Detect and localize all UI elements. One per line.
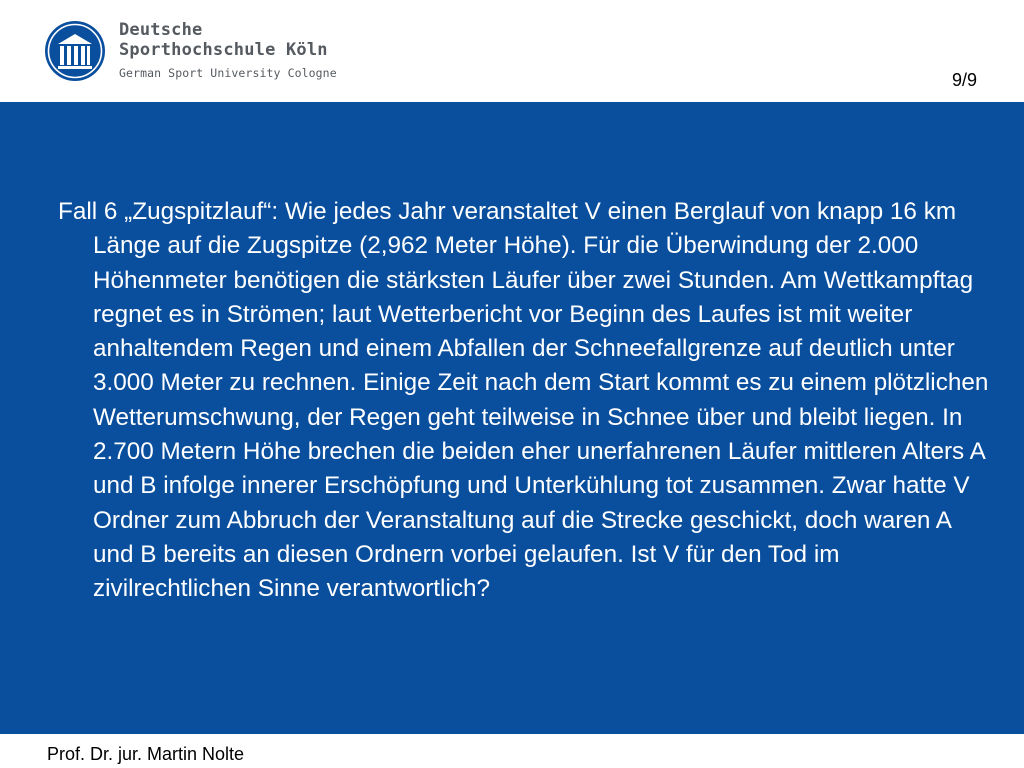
university-logo-text xyxy=(119,22,337,80)
page-number: 9/9 xyxy=(951,70,977,90)
slide-footer xyxy=(0,734,1024,768)
logo-line-3: German Sport University Cologne xyxy=(119,66,337,80)
university-building-icon xyxy=(44,20,106,82)
slide-header xyxy=(0,0,1024,102)
logo-line-1: Deutsche xyxy=(119,20,203,40)
logo-line-2: Sporthochschule Köln xyxy=(119,40,328,60)
content-panel xyxy=(0,102,1024,734)
author-name: Prof. Dr. jur. Martin Nolte xyxy=(47,744,245,764)
case-description-text: Fall 6 „Zugspitzlauf“: Wie jedes Jahr veranstaltet V einen Berglauf von knapp 16 km Länge auf die Zugspitze (2,962 Meter Höhe). Für die Überwindung der 2.000 Höhenmeter benötigen die stärksten Läufer über zwei Stunden. Am Wettkampftag regnet es in Strömen; laut Wetterbericht vor Beginn des Laufes ist mit weiter anhaltendem Regen und einem Abfallen der Schneefallgrenze auf deutlich unter 3.000 Meter zu rechnen. Einige Zeit nach dem Start kommt es zu einem plötzlichen Wetterumschwung, der Regen geht teilweise in Schnee über und bleibt liegen. In 2.700 Metern Höhe brechen die beiden eher unerfahrenen Läufer mittleren Alters A und B infolge innerer Erschöpfung und Unterkühlung tot zusammen. Zwar hatte V Ordner zum Abbruch der Veranstaltung auf die Strecke geschickt, doch waren A und B bereits an diesen Ordnern vorbei gelaufen. Ist V für den Tod im zivilrechtlichen Sinne verantwortlich? xyxy=(58,198,989,603)
